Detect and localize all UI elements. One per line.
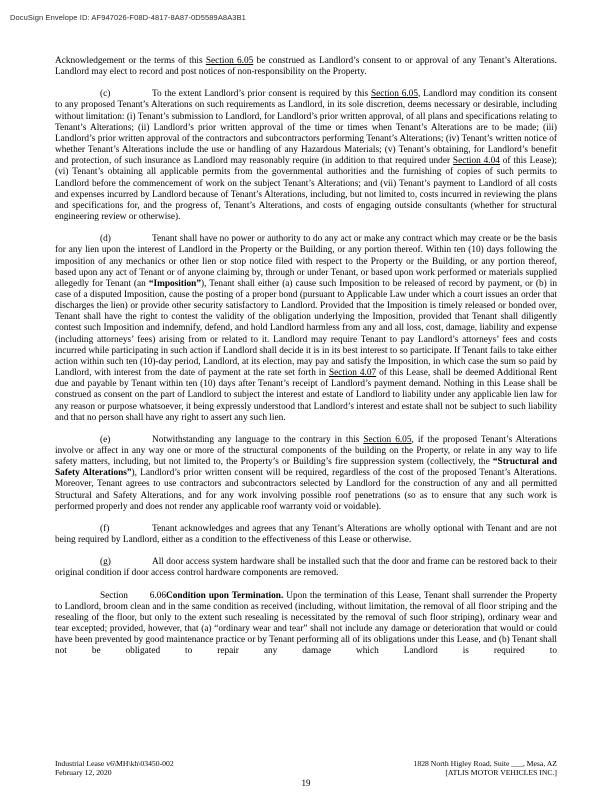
text-run: “Imposition”	[148, 278, 202, 289]
text-run: Acknowledgement or the terms of this	[55, 56, 206, 66]
paragraph-f	[55, 524, 557, 546]
text-run: ), Landlord’s prior written consent will be required, regardless of the cost of the proposed Tenant’s Alterations. Moreover, Tenant agrees to use contractors and subcontractors selected by Landlord for the construction of any and all permitted Structural and Safety Alterations, and for any work involving possible roof penetrations (so as to ensure that any such work is performed properly and does not render any applicable roof warranty void or voidable).	[55, 468, 557, 512]
paragraph-label: (c)	[100, 89, 111, 100]
text-run: Upon the termination of this Lease, Tenant shall surrender the Property to Landlord, broom clean and in the same condition as received (including, without limitation, the removal of all floor striping and the resealing of the floor, but only to the extent such resealing is necessitated by the removal of such floor striping), ordinary wear and tear excepted; provided, however, that (a) “ordinary wear and tear” shall not include any damage or deterioration that would or could have been prevented by good maintenance practice or by Tenant performing all of its obligations under this Lease, and (b) Tenant shall not be obligated to repair any damage which Landlord is required to	[55, 590, 557, 657]
text-run: be construed as Landlord’s consent to or approval of any Tenant’s Alterations. Landlord may elect to record and post notices of non-responsibility on the Property.	[55, 56, 557, 78]
footer-lease-reference: Industrial Lease v6\MH\kh\03450-002	[55, 759, 174, 768]
paragraph-label: (d)	[100, 234, 111, 245]
text-run: Condition upon Termination.	[166, 590, 284, 601]
footer-date: February 12, 2020	[55, 768, 112, 778]
text-run: Tenant acknowledges and agrees that any Tenant’s Alterations are wholly optional with Tenant and are not being required by Landlord, either as a condition to the effectiveness of this Lease or otherwise.	[55, 523, 557, 546]
paragraph-label: (e)	[100, 434, 111, 445]
text-run: Notwithstanding any language to the contrary in this	[152, 434, 364, 445]
text-run: Section 6.05	[370, 89, 418, 100]
paragraph-g	[55, 557, 557, 579]
paragraph-c	[55, 89, 557, 223]
text-run: Section 6.05	[205, 56, 254, 66]
text-run: of this Lease, shall be deemed Additional Rent due and payable by Tenant within ten (10) days after Tenant’s receipt of Landlord’s payment demand. Nothing in this Lease shall be construed as consent on the part of Landlord to subject the interest and estate of Landlord to liability under any applicable lien law for any reason or purpose whatsoever, it being expressly understood that Landlord’s interest and estate shall not be subject to such liability and that no person shall have any right to assert any such lien.	[55, 368, 558, 423]
page-footer	[55, 759, 557, 777]
text-run: ), Tenant shall either (a) cause such Imposition to be released of record by payment, or (b) in case of a disputed Imposition, cause the posting of a proper bond (pursuant to Applicable Law under which a court issues an order that discharges the lien) or provide other security satisfactory to Landlord. Provided that the Imposition is timely released or bonded over, Tenant shall have the right to contest the validity of the obligation underlying the Imposition, provided that Tenant shall diligently contest such Imposition and indemnify, defend, and hold Landlord harmless from any and all loss, cost, damage, liability and expense (including attorneys’ fees) arising from or related to it. Landlord may require Tenant to pay Landlord’s attorneys’ fees and costs incurred while participating in such action if Landlord shall decide it is in its best interest to so participate. If Tenant fails to take either action within such ten (10)-day period, Landlord, at its election, may pay and satisfy the Imposition, in which case the sum so paid by Landlord, with interest from the date of payment at the rate set forth in	[55, 278, 557, 379]
paragraph-d	[55, 234, 557, 424]
paragraph-label: (g)	[100, 557, 111, 568]
footer-right	[414, 759, 558, 777]
text-run: , if the proposed Tenant’s Alterations involve or affect in any way one or more of the structural components of the building on the Property, or relate in any way to life safety matters, including, but not limited to, the Property’s or Building’s fire suppression system (collectively, the	[55, 434, 557, 468]
text-run: Section 6.05	[363, 434, 412, 445]
paragraph-continuation	[55, 56, 557, 78]
footer-property-address: 1828 North Higley Road, Suite ___, Mesa, AZ	[413, 759, 557, 768]
text-run: “Structural and Safety Alterations”	[55, 457, 557, 479]
paragraph-section-6-06	[55, 591, 557, 658]
text-run: , Landlord may condition its consent to any proposed Tenant’s Alterations on such requirements as Landlord, in its sole discretion, deems necessary or desirable, including without limitation: (i) Tenant’s submission to Landlord, for Landlord’s prior written approval, of all plans and specifications relating to Tenant’s Alterations; (ii) Landlord’s prior written approval of the time or times when Tenant’s Alterations are to be made; (iii) Landlord’s prior written approval of the contractors and subcontractors performing Tenant’s Alterations; (iv) Tenant’s written notice of whether Tenant’s Alterations include the use or handling of any Hazardous Materials; (v) Tenant’s obtaining, for Landlord’s benefit and protection, of such insurance as Landlord may reasonably require (in addition to that required under	[55, 89, 557, 167]
document-body	[55, 56, 557, 658]
text-run: Tenant shall have no power or authority to do any act or make any contract which may create or be the basis for any lien upon the interest of Landlord in the Property or the Building, or any portion thereof. Within ten (10) days following the imposition of any mechanics or other lien or stop notice filed with respect to the Property or the Building, or any portion thereof, based upon any act of Tenant or of anyone claiming by, through or under Tenant, or based upon work performed or materials supplied allegedly for Tenant (an	[55, 234, 557, 289]
footer-company-name: [ATLIS MOTOR VEHICLES INC.]	[445, 768, 557, 778]
text-run: Section 4.07	[329, 368, 377, 379]
text-run: of this Lease); (vi) Tenant’s obtaining all applicable permits from the governmental authorities and the furnishing of copies of such permits to Landlord before the commencement of work on the subject Tenant’s Alterations; and (vii) Tenant’s payment to Landlord of all costs and expenses incurred by Landlord because of Tenant’s Alterations, including, but not limited to, costs incurred in reviewing the plans and specifications for, and the progress of, Tenant’s Alterations, and costs of engaging outside consultants (whether for structural engineering review or otherwise).	[55, 156, 557, 223]
page-number: 19	[301, 778, 311, 788]
text-run: All door access system hardware shall be installed such that the door and frame can be restored back to their original condition if door access control hardware components are removed.	[55, 557, 557, 579]
paragraph-label: Section 6.06	[100, 590, 166, 601]
text-run: Section 4.04	[452, 156, 500, 167]
text-run: To the extent Landlord’s prior consent is required by this	[152, 89, 371, 100]
footer-left	[55, 759, 174, 777]
paragraph-e	[55, 435, 557, 513]
paragraph-label: (f)	[100, 523, 110, 534]
docusign-envelope-id: DocuSign Envelope ID: AF947026-F08D-4817-8A87-0D5589A8A3B1	[10, 13, 246, 22]
